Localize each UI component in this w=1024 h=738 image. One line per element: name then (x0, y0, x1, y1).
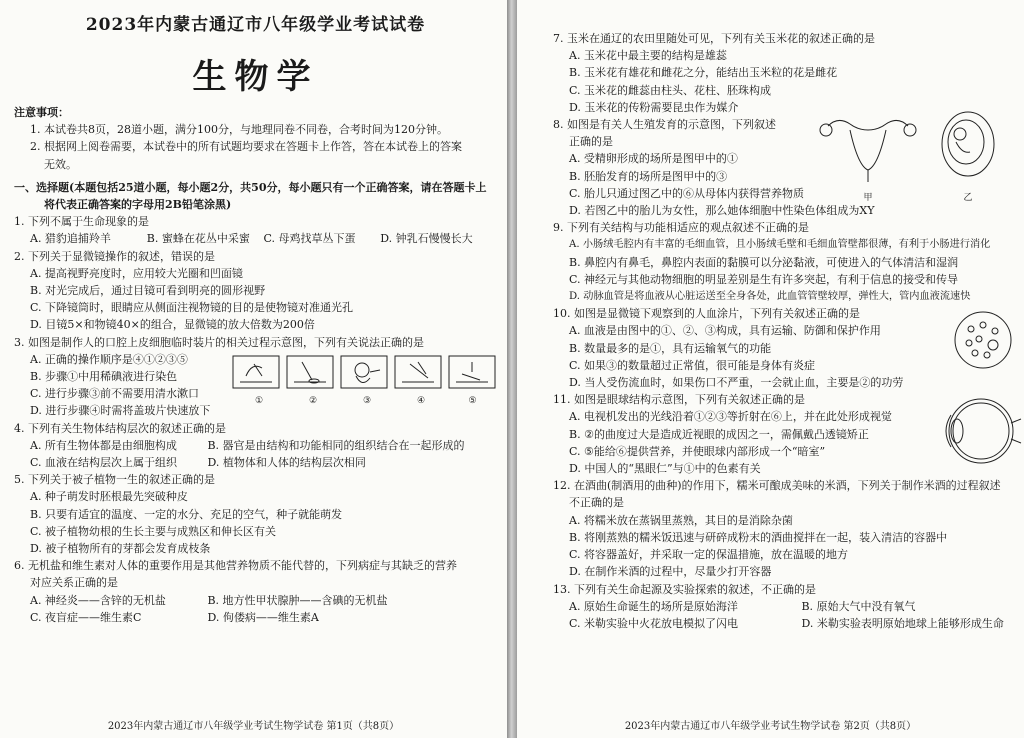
uterus-fetus-drawing (808, 108, 1008, 186)
page-footer: 2023年内蒙古通辽市八年级学业考试生物学试卷 第1页（共8页） (107, 721, 400, 732)
options-row (14, 609, 497, 626)
options-row (14, 230, 497, 247)
option-c: C. 如果③的数量超过正常值，很可能是身体有炎症 (569, 358, 816, 372)
question-stem: 5. 下列关于被子植物一生的叙述正确的是 (14, 473, 215, 487)
option-c: C. 玉米花的雌蕊由柱头、花柱、胚珠构成 (569, 83, 772, 97)
note-line: 2. 根据网上阅卷需要，本试卷中的所有试题均要求在答题卡上作答，答在本试卷上的答案 (30, 140, 462, 154)
option-b: B. ②的曲度过大是造成近视眼的成因之一，需佩戴凸透镜矫正 (569, 427, 869, 441)
page-footer: 2023年内蒙古通辽市八年级学业考试生物学试卷 第2页（共8页） (624, 721, 917, 732)
option-b: B. 原始大气中没有氧气 (801, 599, 916, 613)
option-b: B. 鼻腔内有鼻毛，鼻腔内表面的黏膜可以分泌黏液，可使进入的气体清洁和湿润 (569, 255, 959, 269)
option-a: A. 神经炎——含锌的无机盐 (30, 593, 166, 607)
option-d: D. 米勒实验表明原始地球上能够形成生命 (801, 616, 1004, 630)
step-label: ② (308, 395, 318, 406)
figure-captions (808, 190, 1008, 203)
step-label: ① (254, 395, 264, 406)
option-d: D. 被子植物所有的芽都会发育成枝条 (30, 542, 211, 556)
option-b: B. 将刚蒸熟的糯米饭迅速与研碎成粉末的酒曲搅拌在一起，装入清洁的容器中 (569, 530, 948, 544)
question-stem: 11. 如图是眼球结构示意图，下列有关叙述正确的是 (553, 393, 805, 407)
exam-page-2 (517, 0, 1024, 738)
question-8 (553, 116, 1016, 219)
slide-preparation-figure (232, 354, 497, 406)
option-a: A. 电视机发出的光线沿着①②③等折射在⑥上，并在此处形成视觉 (569, 410, 892, 424)
question-stem: 3. 如图是制作人的口腔上皮细胞临时装片的相关过程示意图，下列有关说法正确的是 (14, 335, 424, 349)
blood-smear-drawing (953, 309, 1017, 371)
option-c: C. 母鸡找草丛下蛋 (263, 232, 356, 246)
note-line: 无效。 (44, 157, 77, 171)
option-a: A. 血液是由图中的①、②、③构成，具有运输、防御和保护作用 (569, 324, 881, 338)
question-stem: 8. 如图是有关人生殖发育的示意图，下列叙述 (553, 118, 776, 132)
option-c: C. 米勒实验中火花放电模拟了闪电 (569, 616, 739, 630)
options-row (553, 598, 1016, 615)
question-stem-cont: 不正确的是 (569, 496, 624, 510)
question-stem: 2. 下列关于显微镜操作的叙述，错误的是 (14, 249, 215, 263)
question-10 (553, 305, 1016, 391)
option-c: C. 胎儿只通过图乙中的⑥从母体内获得营养物质 (569, 186, 805, 200)
option-c: C. 血液在结构层次上属于组织 (30, 456, 178, 470)
option-d: D. 动脉血管是将血液从心脏运送至全身各处，此血管管壁较厚，弹性大，管内血液流速快 (569, 291, 971, 303)
option-b: B. 步骤①中用稀碘液进行染色 (30, 370, 178, 384)
slide-step-labels (232, 396, 497, 406)
question-12 (553, 477, 1016, 580)
eyeball-drawing (931, 393, 1023, 469)
exam-title: 2023年内蒙古通辽市八年级学业考试试卷 (85, 15, 426, 35)
step-label: ⑤ (468, 395, 477, 406)
options-row (553, 615, 1016, 632)
option-a: A. 受精卵形成的场所是图甲中的① (569, 152, 738, 166)
option-a: A. 将糯米放在蒸锅里蒸熟，其目的是消除杂菌 (569, 513, 793, 527)
question-stem: 9. 下列有关结构与功能相适应的观点叙述不正确的是 (553, 221, 809, 235)
option-b: B. 胚胎发育的场所是图甲中的③ (569, 169, 728, 183)
option-c: C. 被子植物幼根的生长主要与成熟区和伸长区有关 (30, 524, 277, 538)
question-stem: 7. 玉米在通辽的农田里随处可见，下列有关玉米花的叙述正确的是 (553, 32, 875, 45)
notes-heading: 注意事项： (14, 106, 69, 119)
exam-page-1 (0, 0, 507, 738)
option-a: A. 种子萌发时胚根最先突破种皮 (30, 490, 188, 504)
option-d: D. 在制作米酒的过程中，尽量少打开容器 (569, 565, 772, 579)
option-c: C. 将容器盖好，并采取一定的保温措施，放在温暖的地方 (569, 548, 849, 562)
question-4 (14, 420, 497, 472)
option-b: B. 蜜蜂在花丛中采蜜 (146, 232, 250, 246)
option-d: D. 进行步骤④时需将盖玻片快速放下 (30, 404, 211, 418)
caption-yi: 乙 (963, 193, 973, 204)
question-stem: 1. 下列不属于生命现象的是 (14, 215, 149, 229)
option-c: C. 进行步骤③前不需要用清水漱口 (30, 387, 200, 401)
option-a: A. 所有生物体都是由细胞构成 (30, 438, 177, 452)
option-d: D. 目镜5×和物镜40×的组合，显微镜的放大倍数为200倍 (30, 318, 315, 332)
option-a: A. 正确的操作顺序是④①②③⑤ (30, 352, 188, 366)
question-stem: 10. 如图是显微镜下观察到的人血涂片，下列有关叙述正确的是 (553, 307, 860, 321)
question-2 (14, 248, 497, 334)
option-a: A. 小肠绒毛腔内有丰富的毛细血管，且小肠绒毛壁和毛细血管壁都很薄，有利于小肠进行消化 (569, 239, 991, 251)
option-a: A. 猎豹追捕羚羊 (30, 232, 111, 246)
section-heading-cont: 将代表正确答案的字母用2B铅笔涂黑) (44, 198, 232, 212)
option-c: C. 夜盲症——维生素C (30, 610, 142, 624)
question-stem: 13. 下列有关生命起源及实验探索的叙述，不正确的是 (553, 582, 816, 596)
question-stem: 4. 下列有关生物体结构层次的叙述正确的是 (14, 421, 226, 435)
step-label: ③ (362, 395, 372, 406)
option-d: D. 若图乙中的胎儿为女性，那么她体细胞中性染色体组成为XY (569, 204, 875, 218)
option-b: B. 数量最多的是①，具有运输氧气的功能 (569, 341, 772, 355)
options-row (14, 437, 497, 454)
option-a: A. 提高视野亮度时，应用较大光圈和凹面镜 (30, 266, 243, 280)
question-stem-cont: 正确的是 (569, 135, 613, 149)
question-1 (14, 213, 497, 247)
caption-jia: 甲 (863, 193, 873, 204)
option-d: D. 中国人的“黑眼仁”与①中的色素有关 (569, 462, 761, 476)
option-a: A. 原始生命诞生的场所是原始海洋 (569, 599, 738, 613)
question-3 (14, 334, 497, 420)
option-d: D. 植物体和人体的结构层次相同 (207, 456, 366, 470)
slide-steps-drawing (232, 354, 497, 392)
question-13 (553, 581, 1016, 633)
question-stem-cont: 对应关系正确的是 (30, 576, 118, 590)
note-line: 1. 本试卷共8页，28道小题，满分100分，与地理同卷不同卷，合考时间为120分钟。 (30, 123, 448, 137)
option-b: B. 对光完成后，通过目镜可看到明亮的圆形视野 (30, 284, 266, 298)
option-c: C. 下降镜筒时，眼睛应从侧面注视物镜的目的是使物镜对准通光孔 (30, 301, 354, 315)
option-b: B. 地方性甲状腺肿——含碘的无机盐 (207, 593, 388, 607)
option-d: D. 当人受伤流血时，如果伤口不严重，一会就止血，主要是②的功劳 (569, 376, 904, 390)
question-7 (553, 30, 1016, 116)
book-gutter (507, 0, 517, 738)
option-c: C. 神经元与其他动物细胞的明显差别是生有许多突起，有利于信息的接受和传导 (569, 272, 959, 286)
reproduction-figure (808, 108, 1008, 204)
question-9 (553, 219, 1016, 305)
option-d: D. 玉米花的传粉需要昆虫作为媒介 (569, 100, 739, 114)
subject-title: 生物学 (192, 57, 319, 97)
option-d: D. 钟乳石慢慢长大 (380, 232, 473, 246)
option-b: B. 器官是由结构和功能相同的组织结合在一起形成的 (207, 438, 465, 452)
option-d: D. 佝偻病——维生素A (207, 610, 319, 624)
step-label: ④ (416, 395, 426, 406)
question-6 (14, 557, 497, 626)
question-stem: 6. 无机盐和维生素对人体的重要作用是其他营养物质不能代替的，下列病症与其缺乏的营养 (14, 559, 457, 573)
options-row (14, 454, 497, 471)
options-row (14, 592, 497, 609)
question-stem: 12. 在酒曲(制酒用的曲种)的作用下，糯米可酿成美味的米酒，下列关于制作米酒的过程叙述 (553, 479, 1001, 493)
question-11 (553, 391, 1016, 477)
question-5 (14, 471, 497, 557)
option-b: B. 玉米花有雄花和雌花之分，能结出玉米粒的花是雌花 (569, 66, 838, 80)
option-b: B. 只要有适宜的温度、一定的水分、充足的空气，种子就能萌发 (30, 507, 343, 521)
option-c: C. ⑤能给⑥提供营养，并使眼球内部形成一个“暗室” (569, 444, 826, 458)
section-heading: 一、选择题(本题包括25道小题，每小题2分，共50分，每小题只有一个正确答案，请在答题卡上 (14, 180, 487, 194)
option-a: A. 玉米花中最主要的结构是雄蕊 (569, 49, 727, 63)
